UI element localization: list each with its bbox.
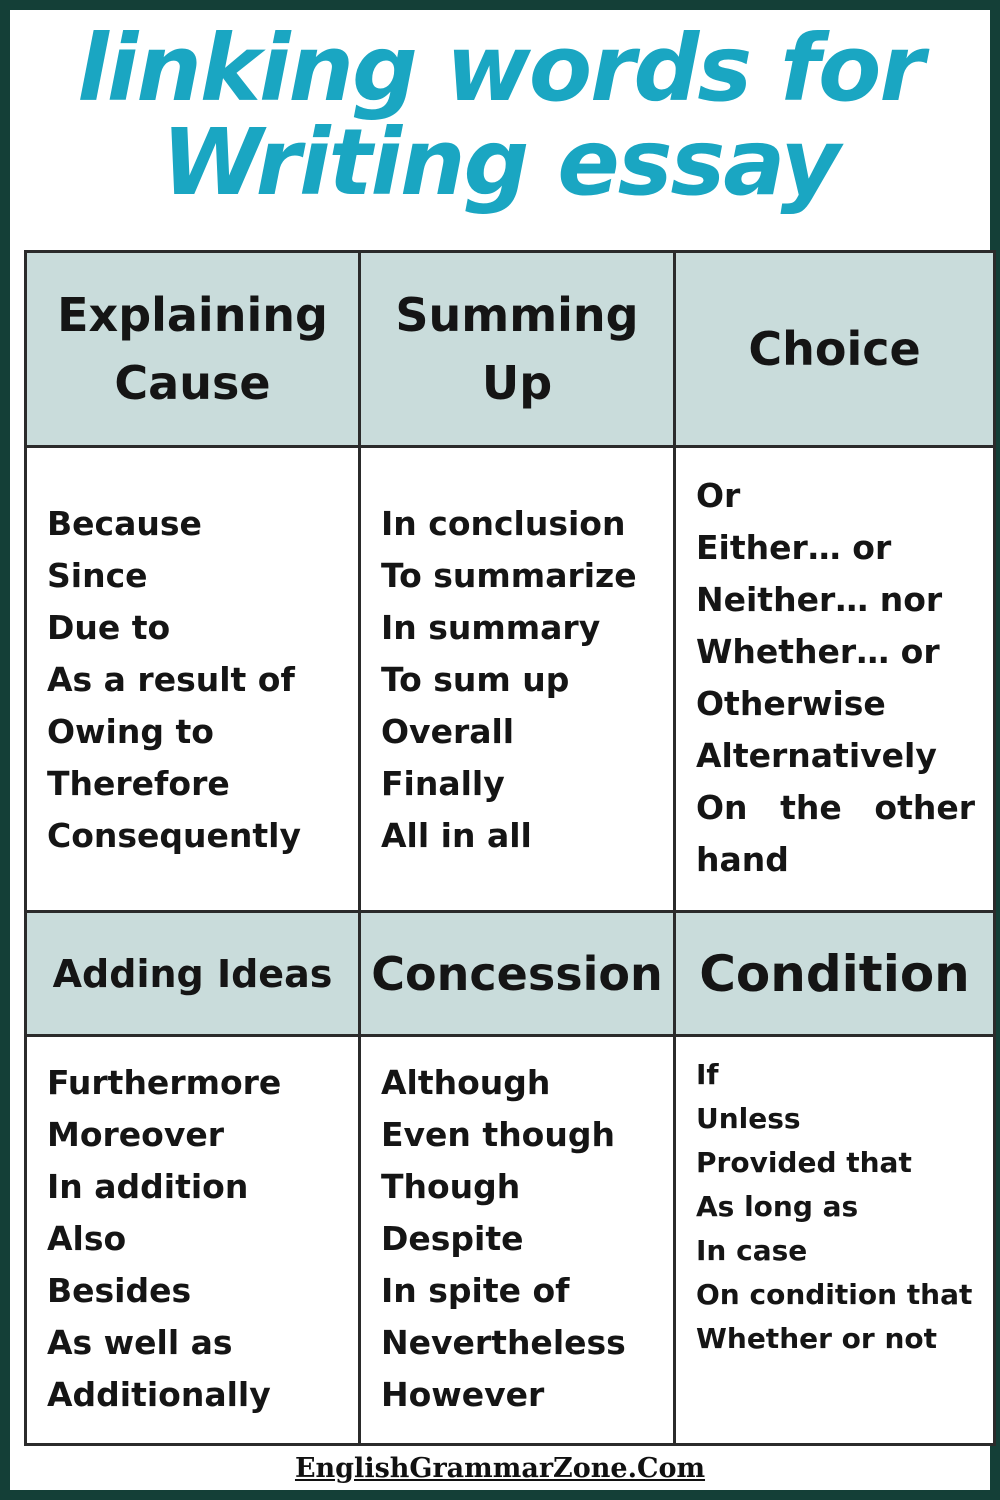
list-item: Nevertheless [381,1323,626,1362]
list-item: Provided that [696,1146,912,1179]
linking-words-table [24,250,996,1446]
list-item: In conclusion [381,504,626,543]
list-item: Whether… or [696,632,940,671]
list-item: Therefore [47,764,230,803]
list-item: Overall [381,712,515,751]
list-item: However [381,1375,545,1414]
list-item: Unless [696,1102,801,1135]
list-concession [361,1037,676,1443]
list-item: Even though [381,1115,615,1154]
list-item: Besides [47,1271,192,1310]
page-title [20,15,980,216]
list-item: Because [47,504,202,543]
list-summing-up [361,448,676,913]
list-item: Owing to [47,712,214,751]
list-item: As a result of [47,660,295,699]
title-line-1: linking words for [77,15,923,122]
list-item: As well as [47,1323,233,1362]
list-item: As long as [696,1190,859,1223]
list-item: Otherwise [696,684,886,723]
list-item: Alternatively [696,736,937,775]
list-item: Though [381,1167,521,1206]
list-item: Or [696,476,741,515]
list-item: Either… or [696,528,892,567]
header-explaining-cause: Explaining Cause [27,253,361,448]
list-item: In summary [381,608,601,647]
list-condition [676,1037,993,1443]
list-item: Furthermore [47,1063,282,1102]
title-line-2: Writing essay [161,109,839,216]
list-item: If [696,1058,719,1091]
list-item: Neither… nor [696,580,943,619]
header-summing-up: Summing Up [361,253,676,448]
list-choice [676,448,993,913]
list-item: To summarize [381,556,637,595]
list-item: Also [47,1219,127,1258]
site-credit: EnglishGrammarZone.Com [294,1453,706,1484]
header-adding-ideas: Adding Ideas [27,913,361,1037]
list-item: Since [47,556,148,595]
list-item: Although [381,1063,551,1102]
list-item: On the other hand [696,788,975,879]
list-item: Whether or not [696,1322,938,1355]
list-item: Consequently [47,816,301,855]
list-item: To sum up [381,660,570,699]
list-item: In spite of [381,1271,570,1310]
list-item: Due to [47,608,171,647]
list-item: Additionally [47,1375,271,1414]
header-choice: Choice [676,253,993,448]
header-condition: Condition [676,913,993,1037]
list-explaining-cause [27,448,361,913]
list-item: All in all [381,816,532,855]
list-item: In case [696,1234,808,1267]
list-item: Despite [381,1219,524,1258]
list-item: Finally [381,764,505,803]
list-item: On condition that [696,1278,973,1311]
list-item: In addition [47,1167,249,1206]
header-concession: Concession [361,913,676,1037]
list-item: Moreover [47,1115,225,1154]
list-adding-ideas [27,1037,361,1443]
